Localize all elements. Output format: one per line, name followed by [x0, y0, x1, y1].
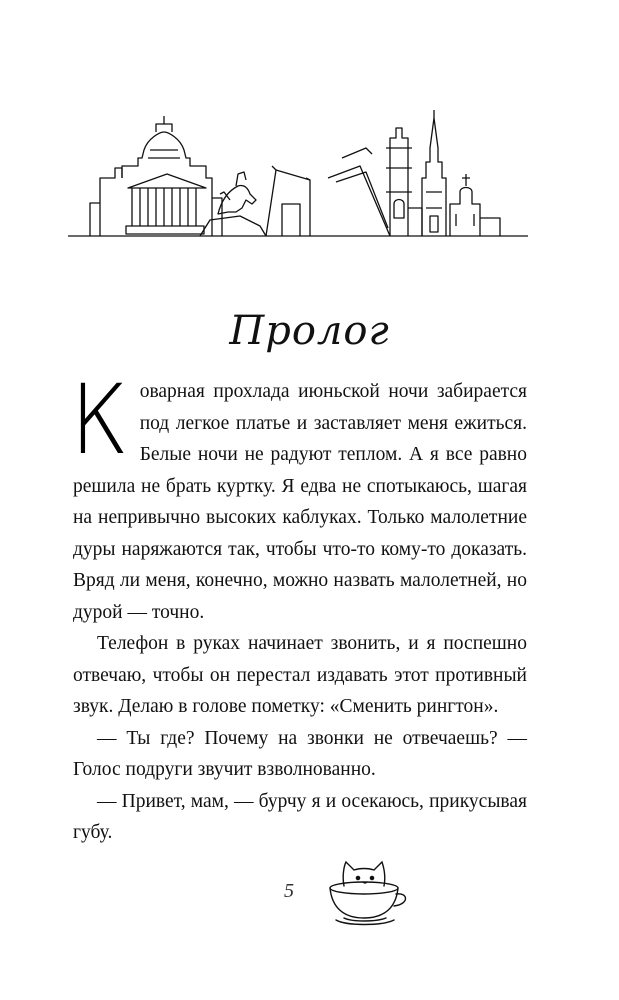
cat-in-teacup-icon [322, 856, 412, 932]
page-number: 5 [284, 880, 294, 902]
st-petersburg-skyline-illustration [60, 108, 530, 248]
paragraph: — Привет, мам, — бурчу я и осекаюсь, прикусывая губу. [73, 790, 527, 843]
body-text [70, 364, 527, 849]
paragraph [70, 364, 527, 628]
paragraph-text: оварная прохлада июньской ночи забирается под легкое платье и заставляет меня ежиться. Белые ночи не радуют теплом. А я все равно решила не брать куртку. Я едва не спотыкаюсь, шагая на непривычно высоких каблуках. Только малолетние дуры наряжаются так, чтобы что-то кому-то доказать. Вряд ли меня, конечно, можно назвать малолетней, но дурой — точно. [73, 381, 527, 623]
paragraph: — Ты где? Почему на звонки не отвечаешь? — Голос подруги звучит взволнованно. [73, 727, 527, 780]
chapter-title: Пролог [229, 308, 390, 354]
drop-cap: К [70, 364, 129, 476]
paragraph: Телефон в руках начинает звонить, и я поспешно отвечаю, чтобы он перестал издавать этот противный звук. Делаю в голове пометку: «Сменить рингтон». [73, 633, 527, 717]
